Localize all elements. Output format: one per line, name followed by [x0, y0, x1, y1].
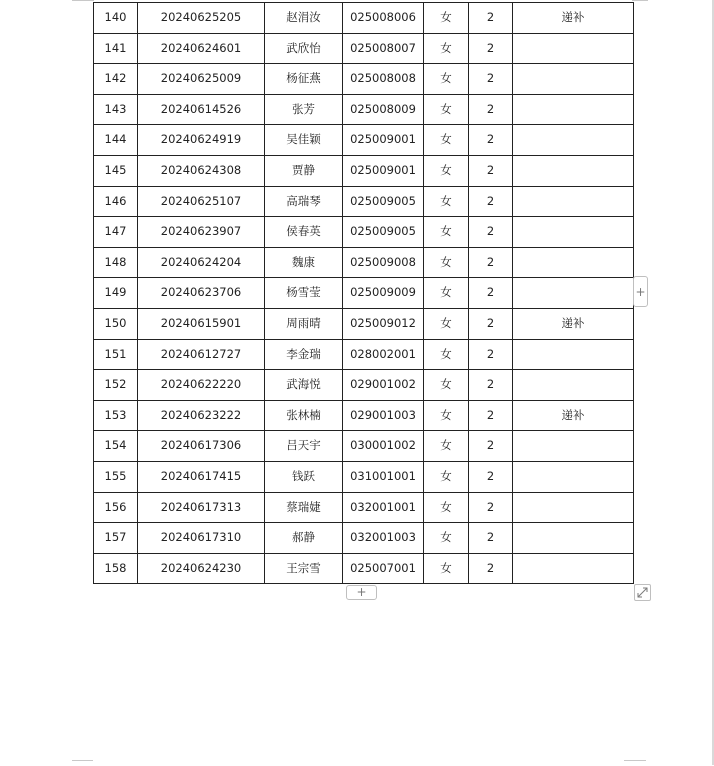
plus-icon: + — [356, 585, 367, 599]
cell-count: 2 — [469, 461, 513, 492]
cell-gender: 女 — [424, 370, 469, 401]
cell-name: 李金瑞 — [265, 339, 343, 370]
cell-position-code: 025009009 — [343, 278, 424, 309]
cell-index: 140 — [94, 3, 138, 34]
table-row — [94, 94, 634, 125]
cell-name: 张芳 — [265, 94, 343, 125]
table-row — [94, 247, 634, 278]
bottom-right-margin-mark — [624, 760, 646, 766]
cell-gender: 女 — [424, 186, 469, 217]
cell-count: 2 — [469, 64, 513, 95]
cell-name: 吴佳颖 — [265, 125, 343, 156]
plus-icon: + — [635, 285, 646, 299]
cell-position-code: 025009001 — [343, 125, 424, 156]
add-row-button[interactable] — [346, 585, 377, 600]
cell-exam-id: 20240623706 — [138, 278, 265, 309]
cell-count: 2 — [469, 400, 513, 431]
cell-gender: 女 — [424, 125, 469, 156]
cell-index: 153 — [94, 400, 138, 431]
cell-exam-id: 20240625107 — [138, 186, 265, 217]
cell-gender: 女 — [424, 461, 469, 492]
cell-note — [513, 217, 634, 248]
cell-position-code: 030001002 — [343, 431, 424, 462]
cell-note — [513, 492, 634, 523]
cell-name: 杨雪莹 — [265, 278, 343, 309]
table-row — [94, 370, 634, 401]
cell-name: 魏康 — [265, 247, 343, 278]
cell-gender: 女 — [424, 492, 469, 523]
cell-note — [513, 247, 634, 278]
top-left-margin-mark — [72, 0, 94, 1]
table-row — [94, 339, 634, 370]
cell-count: 2 — [469, 186, 513, 217]
cell-index: 158 — [94, 553, 138, 584]
cell-name: 武欣怡 — [265, 33, 343, 64]
cell-count: 2 — [469, 492, 513, 523]
cell-index: 147 — [94, 217, 138, 248]
cell-index: 141 — [94, 33, 138, 64]
cell-note — [513, 339, 634, 370]
cell-note: 递补 — [513, 3, 634, 34]
cell-position-code: 025007001 — [343, 553, 424, 584]
cell-count: 2 — [469, 431, 513, 462]
cell-count: 2 — [469, 370, 513, 401]
table-row — [94, 125, 634, 156]
cell-note — [513, 553, 634, 584]
table-row — [94, 492, 634, 523]
cell-position-code: 028002001 — [343, 339, 424, 370]
cell-note: 递补 — [513, 308, 634, 339]
cell-index: 146 — [94, 186, 138, 217]
cell-exam-id: 20240612727 — [138, 339, 265, 370]
cell-index: 156 — [94, 492, 138, 523]
cell-position-code: 025009005 — [343, 217, 424, 248]
cell-gender: 女 — [424, 94, 469, 125]
cell-note — [513, 94, 634, 125]
top-right-margin-mark — [632, 0, 648, 1]
cell-index: 157 — [94, 523, 138, 554]
roster-table — [93, 2, 634, 584]
table-row — [94, 33, 634, 64]
table-row — [94, 217, 634, 248]
cell-count: 2 — [469, 217, 513, 248]
cell-exam-id: 20240617310 — [138, 523, 265, 554]
cell-gender: 女 — [424, 400, 469, 431]
cell-note — [513, 33, 634, 64]
cell-note: 递补 — [513, 400, 634, 431]
table-row — [94, 553, 634, 584]
cell-count: 2 — [469, 94, 513, 125]
cell-gender: 女 — [424, 3, 469, 34]
table-resize-handle[interactable] — [634, 584, 651, 601]
cell-exam-id: 20240624308 — [138, 155, 265, 186]
cell-position-code: 025009001 — [343, 155, 424, 186]
cell-name: 贾静 — [265, 155, 343, 186]
cell-index: 152 — [94, 370, 138, 401]
cell-note — [513, 523, 634, 554]
cell-gender: 女 — [424, 431, 469, 462]
table-row — [94, 431, 634, 462]
cell-exam-id: 20240623222 — [138, 400, 265, 431]
cell-count: 2 — [469, 33, 513, 64]
cell-count: 2 — [469, 155, 513, 186]
cell-name: 武海悦 — [265, 370, 343, 401]
cell-position-code: 032001003 — [343, 523, 424, 554]
cell-exam-id: 20240622220 — [138, 370, 265, 401]
cell-gender: 女 — [424, 339, 469, 370]
cell-position-code: 025008008 — [343, 64, 424, 95]
cell-name: 张林楠 — [265, 400, 343, 431]
cell-position-code: 025009012 — [343, 308, 424, 339]
cell-gender: 女 — [424, 155, 469, 186]
table-row — [94, 400, 634, 431]
cell-name: 蔡瑞婕 — [265, 492, 343, 523]
table-row — [94, 186, 634, 217]
cell-count: 2 — [469, 3, 513, 34]
cell-gender: 女 — [424, 217, 469, 248]
cell-index: 149 — [94, 278, 138, 309]
expand-diagonal-icon — [635, 585, 650, 600]
cell-name: 赵涓汝 — [265, 3, 343, 34]
table-row — [94, 64, 634, 95]
cell-position-code: 029001002 — [343, 370, 424, 401]
table-row — [94, 3, 634, 34]
cell-gender: 女 — [424, 553, 469, 584]
cell-position-code: 029001003 — [343, 400, 424, 431]
cell-index: 151 — [94, 339, 138, 370]
cell-gender: 女 — [424, 33, 469, 64]
cell-exam-id: 20240614526 — [138, 94, 265, 125]
cell-index: 143 — [94, 94, 138, 125]
cell-position-code: 025009005 — [343, 186, 424, 217]
table-row — [94, 278, 634, 309]
cell-index: 142 — [94, 64, 138, 95]
cell-position-code: 025009008 — [343, 247, 424, 278]
cell-count: 2 — [469, 247, 513, 278]
cell-gender: 女 — [424, 278, 469, 309]
cell-note — [513, 431, 634, 462]
cell-exam-id: 20240617313 — [138, 492, 265, 523]
cell-exam-id: 20240625009 — [138, 64, 265, 95]
cell-note — [513, 155, 634, 186]
bottom-left-margin-mark — [72, 760, 93, 766]
cell-name: 高瑞琴 — [265, 186, 343, 217]
cell-name: 侯春英 — [265, 217, 343, 248]
cell-exam-id: 20240617415 — [138, 461, 265, 492]
cell-name: 钱跃 — [265, 461, 343, 492]
cell-exam-id: 20240624230 — [138, 553, 265, 584]
cell-index: 154 — [94, 431, 138, 462]
cell-index: 145 — [94, 155, 138, 186]
cell-gender: 女 — [424, 308, 469, 339]
table-row — [94, 155, 634, 186]
cell-position-code: 032001001 — [343, 492, 424, 523]
cell-count: 2 — [469, 339, 513, 370]
cell-position-code: 025008009 — [343, 94, 424, 125]
cell-exam-id: 20240617306 — [138, 431, 265, 462]
cell-count: 2 — [469, 523, 513, 554]
cell-gender: 女 — [424, 523, 469, 554]
table-row — [94, 523, 634, 554]
roster-table-body — [94, 3, 634, 584]
cell-name: 郝静 — [265, 523, 343, 554]
cell-gender: 女 — [424, 64, 469, 95]
cell-exam-id: 20240615901 — [138, 308, 265, 339]
cell-exam-id: 20240624601 — [138, 33, 265, 64]
cell-note — [513, 461, 634, 492]
cell-exam-id: 20240624204 — [138, 247, 265, 278]
cell-note — [513, 278, 634, 309]
cell-name: 王宗雪 — [265, 553, 343, 584]
cell-index: 150 — [94, 308, 138, 339]
cell-name: 杨征燕 — [265, 64, 343, 95]
cell-name: 吕天宇 — [265, 431, 343, 462]
cell-count: 2 — [469, 553, 513, 584]
cell-note — [513, 64, 634, 95]
cell-count: 2 — [469, 125, 513, 156]
add-column-button[interactable] — [633, 276, 648, 307]
cell-note — [513, 186, 634, 217]
cell-gender: 女 — [424, 247, 469, 278]
cell-note — [513, 125, 634, 156]
table-row — [94, 461, 634, 492]
cell-name: 周雨晴 — [265, 308, 343, 339]
table-row — [94, 308, 634, 339]
cell-count: 2 — [469, 278, 513, 309]
cell-index: 155 — [94, 461, 138, 492]
cell-exam-id: 20240623907 — [138, 217, 265, 248]
cell-note — [513, 370, 634, 401]
cell-index: 148 — [94, 247, 138, 278]
cell-exam-id: 20240624919 — [138, 125, 265, 156]
cell-position-code: 025008006 — [343, 3, 424, 34]
cell-position-code: 031001001 — [343, 461, 424, 492]
cell-index: 144 — [94, 125, 138, 156]
cell-exam-id: 20240625205 — [138, 3, 265, 34]
cell-count: 2 — [469, 308, 513, 339]
cell-position-code: 025008007 — [343, 33, 424, 64]
